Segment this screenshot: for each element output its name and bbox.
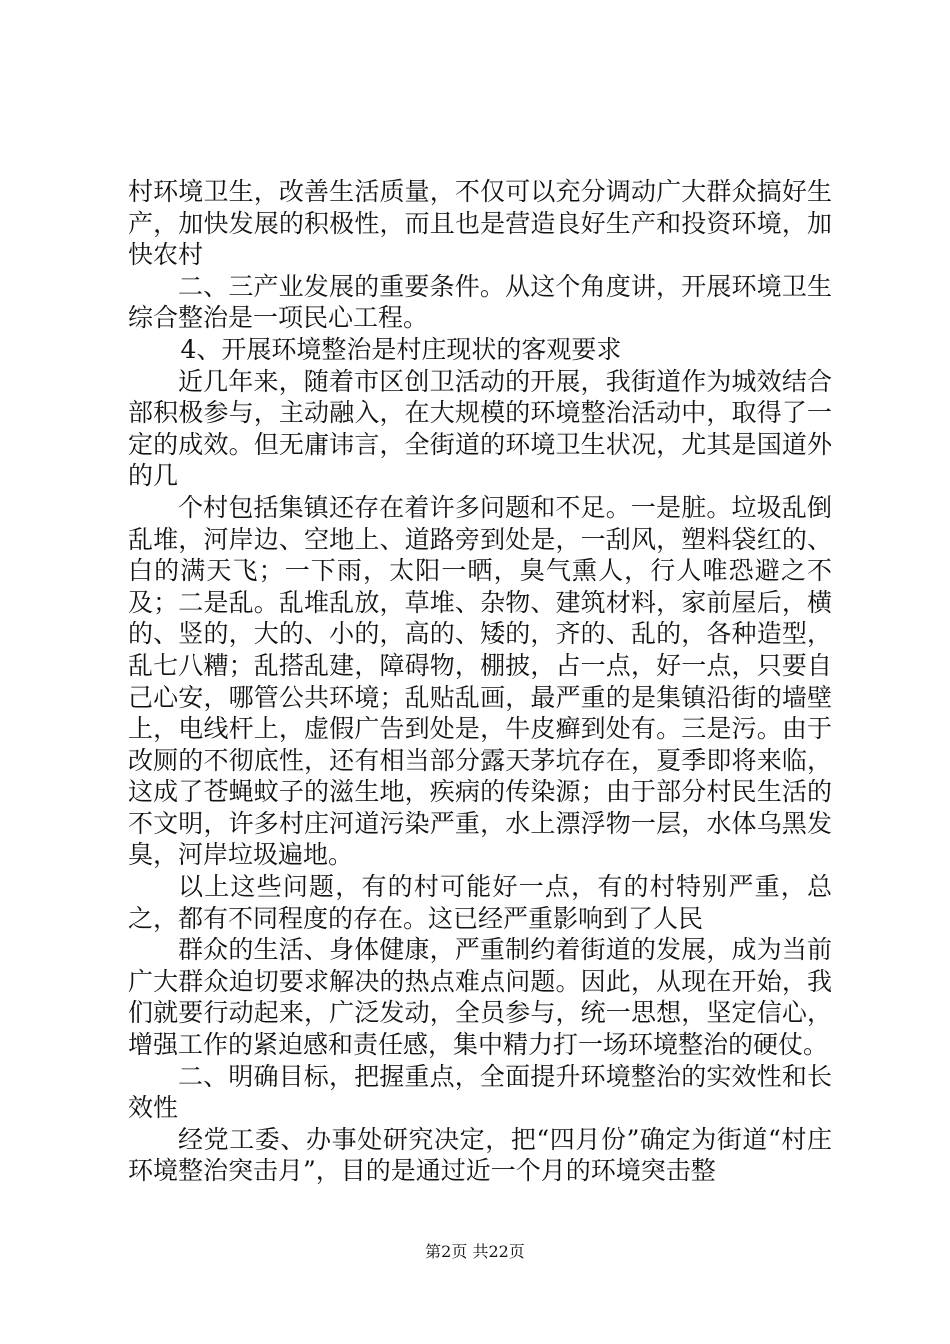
section-heading-2: 二、明确目标，把握重点，全面提升环境整治的实效性和长效性	[128, 1061, 832, 1123]
paragraph-3: 近几年来，随着市区创卫活动的开展，我街道作为城效结合部积极参与，主动融入，在大规模的环境整治活动中，取得了一定的成效。但无庸讳言，全街道的环境卫生状况，尤其是国道外的几	[128, 366, 832, 491]
paragraph-1: 村环境卫生，改善生活质量，不仅可以充分调动广大群众搞好生产，加快发展的积极性，而且也是营造良好生产和投资环境，加快农村	[128, 177, 832, 270]
paragraph-2: 二、三产业发展的重要条件。从这个角度讲，开展环境卫生综合整治是一项民心工程。	[128, 271, 832, 333]
paragraph-6: 群众的生活、身体健康，严重制约着街道的发展，成为当前广大群众迫切要求解决的热点难点问题。因此，从现在开始，我们就要行动起来，广泛发动，全员参与，统一思想，坚定信心，增强工作的紧迫感和责任感，集中精力打一场环境整治的硬仗。	[128, 935, 832, 1060]
paragraph-5: 以上这些问题，有的村可能好一点，有的村特别严重，总之，都有不同程度的存在。这已经严重影响到了人民	[128, 872, 832, 933]
section-heading-4: 4、开展环境整治是村庄现状的客观要求	[180, 334, 622, 364]
paragraph-7: 经党工委、办事处研究决定，把“四月份”确定为街道“村庄环境整治突击月”，目的是通过近一个月的环境突击整	[128, 1124, 832, 1186]
paragraph-4: 个村包括集镇还存在着许多问题和不足。一是脏。垃圾乱倒乱堆，河岸边、空地上、道路旁到处是，一刮风，塑料袋红的、白的满天飞；一下雨，太阳一晒，臭气熏人，行人唯恐避之不及；二是乱。乱堆乱放，草堆、杂物、建筑材料，家前屋后，横的、竖的，大的、小的，高的、矮的，齐的、乱的，各种造型，乱七八糟；乱搭乱建，障碍物，棚披，占一点，好一点，只要自己心安，哪管公共环境；乱贴乱画，最严重的是集镇沿街的墙壁上，电线杆上，虚假广告到处是，牛皮癣到处有。三是污。由于改厕的不彻底性，还有相当部分露天茅坑存在，夏季即将来临，这成了苍蝇蚊子的滋生地，疾病的传染源；由于部分村民生活的不文明，许多村庄河道污染严重，水上漂浮物一层，水体乌黑发臭，河岸垃圾遍地。	[128, 492, 832, 870]
document-body	[128, 176, 832, 1187]
page-footer: 第2页 共22页	[425, 1242, 525, 1261]
